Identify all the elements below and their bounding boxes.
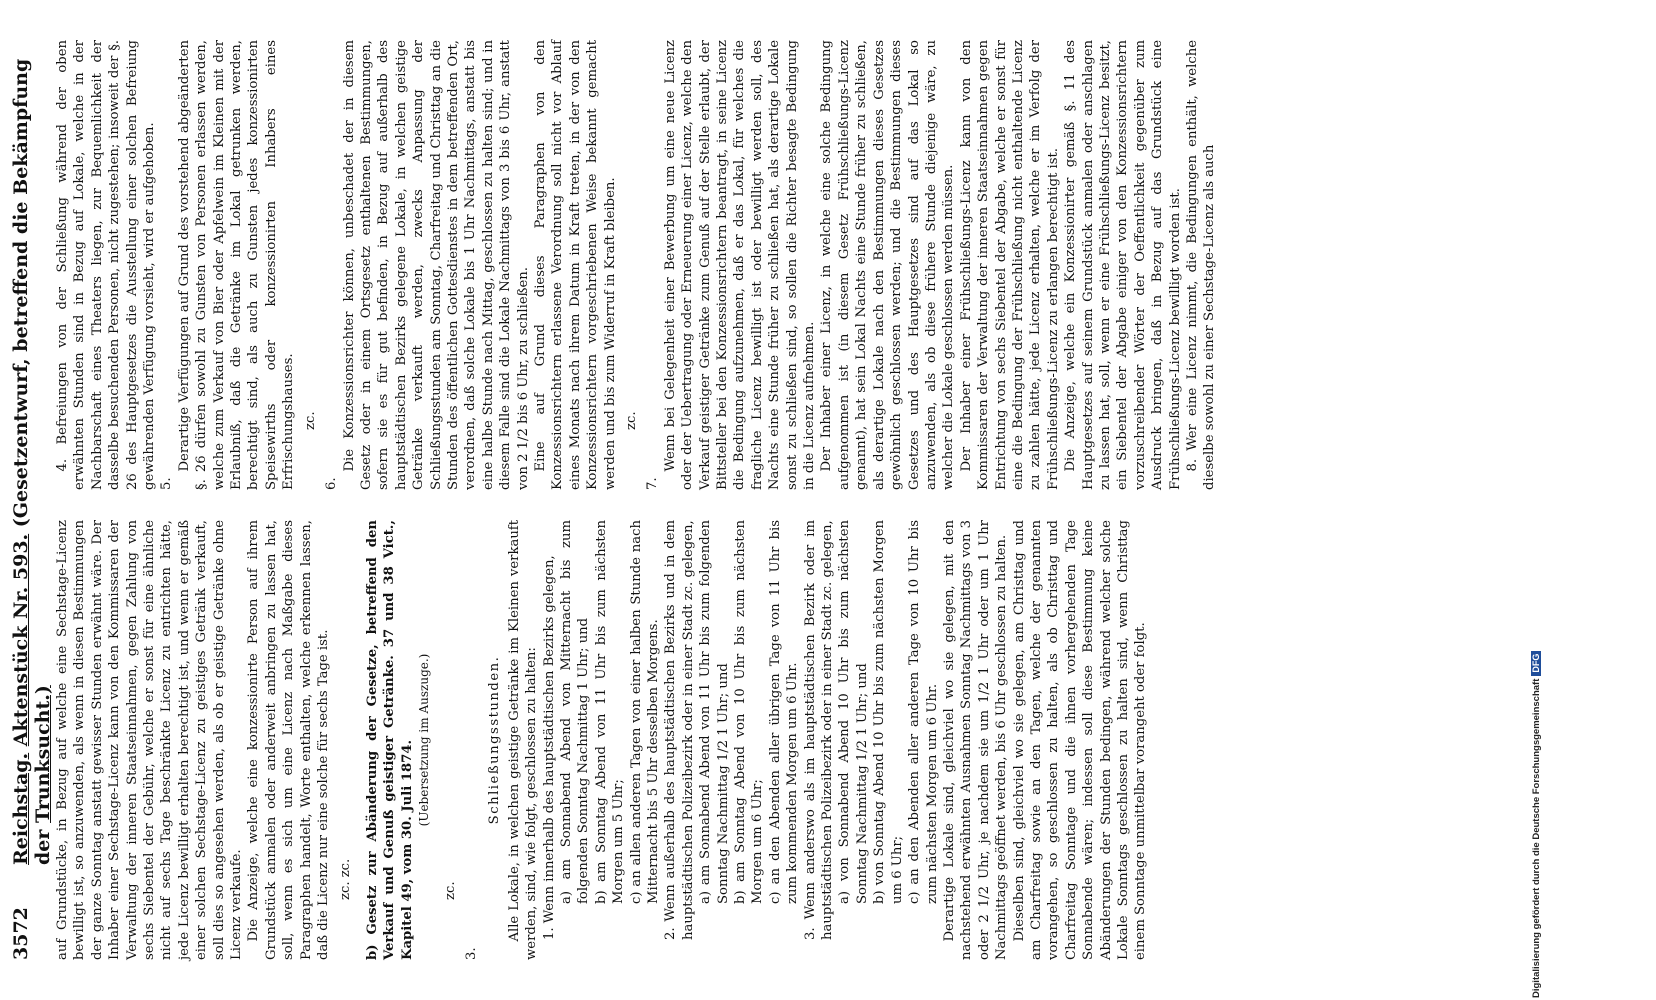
section-number: 6. <box>324 477 340 490</box>
list-item: c) an den Abenden aller übrigen Tage von 11 Uhr bis zum kommenden Morgen um 6 Uhr. <box>767 520 801 904</box>
page-header <box>10 40 54 960</box>
right-column <box>54 40 1394 490</box>
running-title-reichstag: Reichstag. <box>10 752 32 865</box>
section-number: 3. <box>463 947 479 960</box>
paragraph: Die Anzeige, welche eine konzessionirte Person auf ihrem Grundstück anmalen oder anderweit anbringen zu lassen hat, soll, wenn es sich um eine Licenz nach Maßgabe dieses Paragraphen handelt, Worte enthalten, welche erkennen lassen, daß die Licenz nur eine solche für sechs Tage ist. <box>246 520 332 960</box>
list-item: a) am Sonnabend Abend von 11 Uhr bis zum folgenden Sonntag Nachmittag 1/2 1 Uhr; und <box>698 520 731 904</box>
paragraph: Alle Lokale, in welchen geistige Getränke im Kleinen verkauft werden, sind, wie folgt, geschlossen zu halten: <box>506 520 540 960</box>
page-content <box>10 40 1405 960</box>
ellipsis-marker: zc. <box>442 881 458 900</box>
list-item: b) am Sonntag Abend von 10 Uhr bis zum nächsten Morgen um 6 Uhr; <box>733 520 766 904</box>
ellipsis-marker: zc. <box>302 411 318 430</box>
page-number: 3572 <box>10 907 32 960</box>
ellipsis-marker: zc. zc. <box>337 858 353 900</box>
list-item: a) von Sonnabend Abend 10 Uhr bis zum nächsten Sonntag Nachmittag 1/2 1 Uhr; und <box>837 520 870 904</box>
section-number: 5. <box>159 477 175 490</box>
paragraph: Derartige Verfügungen auf Grund des vorstehend abgeänderten §. 26 dürfen sowohl zu Gunsten von Personen erlassen werden, welche zum Verkauf von Bier oder Apfelwein im Kleinen mit der Erlaubniß, daß die Getränke im Lokal getrunken werden, berechtigt sind, als auch zu Gunsten jedes konzessionirten Speisewirths oder konzessionirten Inhabers eines Erfrischungshauses. <box>176 40 297 490</box>
list-item: b) am Sonntag Abend von 11 Uhr bis zum nächsten Morgen um 5 Uhr; <box>593 520 627 904</box>
paragraph: Wenn bei Gelegenheit einer Bewerbung um eine neue Licenz oder der Uebertragung oder Erneuerung einer Licenz, welche den Verkauf geistiger Getränke zum Genuß auf der Stelle erlaubt, der Bittsteller bei den Konzessionsrichtern beantragt, in seine Licenz die Bedingung aufzunehmen, daß er das Lokal, für welches die fragliche Licenz bewilligt ist oder bewilligt werden soll, des Nachts eine Stunde früher zu schließen hat, als derartige Lokale sonst zu schließen sind, so sollen die Richter besagte Bedingung in die Licenz aufnehmen. <box>662 40 818 490</box>
left-column <box>54 520 1394 960</box>
list-item: b) von Sonntag Abend 10 Uhr bis zum nächsten Morgen um 6 Uhr; <box>872 520 905 904</box>
list-item: c) an den Abenden aller anderen Tage von 10 Uhr bis zum nächsten Morgen um 6 Uhr. <box>907 520 940 904</box>
dfg-logo: DFG <box>1531 651 1541 676</box>
section-number: 7. <box>645 477 661 490</box>
paragraph: auf Grundstücke, in Bezug auf welche eine Sechstage-Licenz bewilligt ist, so anzuwenden, als wenn in diesen Bestimmungen der ganze Sonntag anstatt gewisser Stunden erwähnt wäre. Der Inhaber einer Sechstage-Licenz kann von den Kommissaren der Verwaltung der inneren Staatseinnahmen, gegen Zahlung von sechs Siebentel der Gebühr, welche er sonst für eine ähnliche nicht auf sechs Tage beschränkte Licenz zu entrichten hätte, jede Licenz bewilligt erhalten berechtigt ist, und wenn er gemäß einer solchen Sechstage-Licenz zu geistiges Getränk verkauft, soll dies so angesehen werden, als ob er geistige Getränke ohne Licenz verkaufe. <box>55 520 245 960</box>
paragraph: Eine auf Grund dieses Paragraphen von den Konzessionsrichtern erlassene Verordnung soll nicht vor Ablauf eines Monats nach ihrem Datum in Kraft treten, in der von den Konzessionsrichtern vorgeschriebenen Weise bekannt gemacht werden und bis zum Widerruf in Kraft bleiben. <box>532 40 618 490</box>
running-title-trunksucht: Trunksucht.) <box>32 685 54 823</box>
law-subtitle: (Uebersetzung im Auszuge.) <box>417 653 432 827</box>
paragraph: Der Inhaber einer Licenz, in welche eine solche Bedingung aufgenommen ist (in diesem Gesetz Frühschließungs-Licenz genannt), hat sein Lokal Nachts eine Stunde früher zu schließen, als derartige Lokale nach den Bestimmungen dieses Gesetzes gewöhnlich geschlossen werden; und die Bestimmungen dieses Gesetzes und des Hauptgesetzes sind auf das Lokal so anzuwenden, als ob diese frühere Stunde diejenige wäre, zu welcher die Lokale geschlossen werden müssen. <box>819 40 957 490</box>
paragraph: Die Konzessionsrichter können, unbeschadet der in diesem Gesetz oder in einem Ortsgesetz enthaltenen Bestimmungen, sofern sie es für gut befinden, in Bezug auf außerhalb des hauptstädtischen Bezirks gelegene Lokale, in welchen geistige Getränke verkauft werden, zwecks Anpassung der Schließungsstunden am Sonntag, Charfreitag und Christtag an die Stunden des öffentlichen Gottesdienstes in dem betreffenden Ort, verordnen, daß solche Lokale bis 1 Uhr Nachmittags, anstatt bis eine halbe Stunde nach Mittag, geschlossen zu halten sind; und in diesem Falle sind die Lokale Nachmittags von 3 bis 6 Uhr, anstatt von 2 1/2 bis 6 Uhr, zu schließen. <box>341 40 531 490</box>
paragraph: 8. Wer eine Licenz nimmt, die Bedingungen enthält, welche dieselbe sowohl zu einer Sechstage-Licenz als auch <box>1185 40 1218 490</box>
paragraph: Dieselben sind, gleichviel wo sie gelegen, am Christtag und am Charfreitag sowie an den Tagen, welche der genannten vorangehen, so geschlossen zu halten, als ob Christtag und Charfreitag Sonntage und die ihnen vorhergehenden Tage Sonnabende wären; indessen soll diese Bestimmung keine Abänderungen der Stunden bedingen, während welcher solche Lokale Sonntags geschlossen zu halten sind, wenn Christtag einem Sonntage unmittelbar vorangeht oder folgt. <box>1011 520 1149 960</box>
paragraph: Die Anzeige, welche ein Konzessionirter gemäß §. 11 des Hauptgesetzes auf seinem Grundstück anmalen oder anschlagen zu lassen hat, soll, wenn er eine Frühschließungs-Licenz besitzt, ein Siebentel der Abgabe einiger von den Konzessionsrichtern vorzuschreibender Wörter der Oeffentlichkeit gegenüber zum Ausdruck bringen, daß in Bezug auf das Grundstück eine Frühschließungs-Licenz bewilligt worden ist. <box>1063 40 1183 490</box>
list-item: 2. Wenn außerhalb des hauptstädtischen Bezirks und in dem hauptstädtischen Polizeibezirk oder in einer Stadt zc. gelegen, <box>663 520 696 940</box>
paragraph: Derartige Lokale sind, gleichviel wo sie gelegen, mit den nachstehend erwähnten Ausnahmen Sonntag Nachmittags von 3 oder 2 1/2 Uhr, je nachdem sie um 1/2 1 Uhr oder um 1 Uhr Nachmittags geöffnet werden, bis 6 Uhr geschlossen zu halten. <box>941 520 1010 960</box>
funding-stamp-text: Digitalisierung gefördert durch die Deutsche Forschungsgemeinschaft <box>1530 678 1542 998</box>
running-title-gesetz: (Gesetzentwurf, betreffend die Bekämpfung der <box>10 58 54 865</box>
list-item: c) an allen anderen Tagen von einer halben Stunde nach Mitternacht bis 5 Uhr desselben Morgens. <box>628 520 661 904</box>
ellipsis-marker: zc. <box>624 411 639 430</box>
law-title: b) Gesetz zur Abänderung der Gesetze, betreffend den Verkauf und Genuß geistiger Getränke. 37 und 38 Vict., Kapitel 49, vom 30. Juli 1874. <box>364 520 415 960</box>
list-item: 3. Wenn anderswo als im hauptstädtischen Bezirk oder im hauptstädtischen Polizeibezirk oder in einer Stadt zc. gelegen, <box>802 520 836 940</box>
running-title-aktenstueck: Aktenstück Nr. 593. <box>10 533 32 747</box>
funding-stamp <box>1416 653 1656 998</box>
list-item: a) am Sonnabend Abend von Mitternacht bis zum folgenden Sonntag Nachmittag 1 Uhr; und <box>558 520 592 904</box>
running-title <box>10 40 54 865</box>
paragraph: 4. Befreiungen von der Schließung während der oben erwähnten Stunden sind in Bezug auf Lokale, welche in der Nachbarschaft eines Theaters liegen, zur Bequemlichkeit der dasselbe besuchenden Personen, nicht zugestehen; insoweit der §. 26 des Hauptgesetzes die Ausstellung einer solchen Befreiung gewährenden Verfügung vorsieht, wird er aufgehoben. <box>55 40 158 490</box>
section-heading: Schließungsstunden. <box>487 655 503 825</box>
paragraph: Der Inhaber einer Frühschließungs-Licenz kann von den Kommissaren der Verwaltung der inneren Staatseinnahmen gegen Entrichtung von sechs Siebentel der Abgabe, welche er sonst für eine die Bedingung der Frühschließung nicht enthaltende Licenz zu zahlen hätte, jede Licenz erhalten, welche er im Verfolg der Frühschließungs-Licenz zu erlangen berechtigt ist. <box>958 40 1061 490</box>
list-item: 1. Wenn innerhalb des hauptstädtischen Bezirks gelegen, <box>541 555 557 940</box>
